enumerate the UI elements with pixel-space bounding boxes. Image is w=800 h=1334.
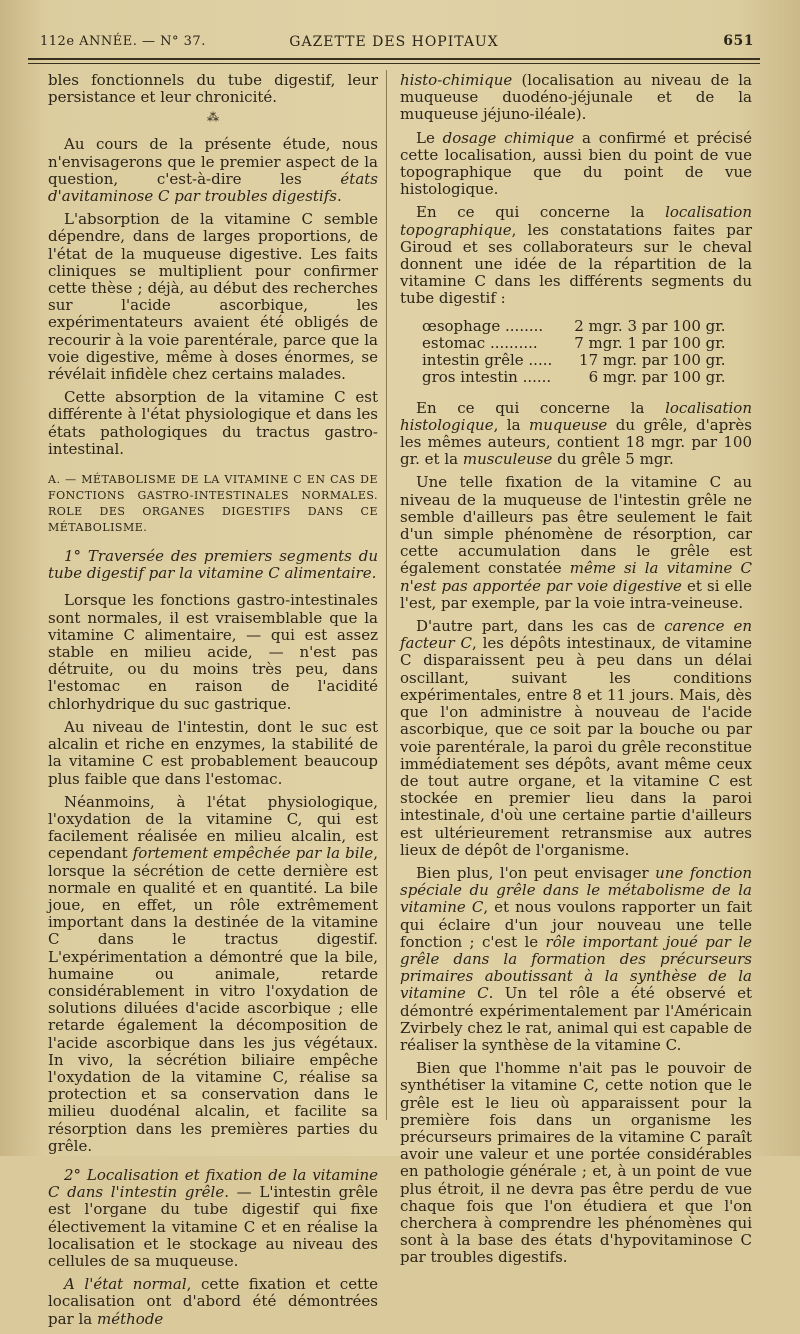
subheading-2: 2° Localisation et fixation de la vitamine C dans l'intestin grêle. (48, 1165, 378, 1202)
header-rule-thin (28, 63, 760, 64)
left-column (48, 72, 378, 1334)
paragraph: Une telle fixation de la vitamine C au niveau de la muqueuse de l'intestin grêle ne semble d'ailleurs pas être seulement le fait d'un simple phénomène de résorption, car cette accumulation dans le grêle est également constatée même si la vitamine C n'est pas apportée par voie digestive et si elle l'est, par exemple, par la voie intra-veineuse. (400, 473, 752, 612)
table-row: œsophage ........ 2 mgr. 3 par 100 gr. (422, 316, 726, 335)
paragraph: Lorsque les fonctions gastro-intestinales sont normales, il est vraisemblable que la vitamine C alimentaire, — qui est assez stable en milieu acide, — n'est pas détruite, ou du moins très peu, dans l'estomac en raison de l'acidité chlorhydrique du suc gastrique. (48, 591, 378, 713)
paragraph: Bien plus, l'on peut envisager une fonction spéciale du grêle dans le métabolisme de la vitamine C, et nous voulons rapporter un fait qui éclaire d'un jour nouveau une telle fonction ; c'est le rôle important joué par le grêle dans la formation des précurseurs primaires aboutissant à la synthèse de la vitamine C. Un tel rôle a été observé et démontré expérimentalement par l'Américain Zvirbely chez le rat, animal qui est capable de réaliser la synthèse de la vitamine C. (400, 863, 753, 1054)
paragraph: En ce qui concerne la localisation histologique, la muqueuse du grêle, d'après les mêmes auteurs, contient 18 mgr. par 100 gr. et la musculeuse du grêle 5 mgr. (400, 398, 752, 469)
paragraph: Bien que l'homme n'ait pas le pouvoir de synthétiser la vitamine C, cette notion que le grêle est le lieu où apparaissent pour la première fois dans un organisme les précurseurs primaires de la vitamine C paraît avoir une valeur et une portée considérables en pathologie générale ; et, à un point de vue plus étroit, il ne devra pas être perdu de vue chaque fois que l'on étudiera et que l'on cherchera à comprendre les phénomènes qui sont à la base des états d'hypovitaminose C par troubles digestifs. (400, 1059, 752, 1267)
paragraph: Néanmoins, à l'état physiologique, l'oxydation de la vitamine C, qui est facilement réalisée en milieu alcalin, est cependant fortement empêchée par la bile, lorsque la sécrétion de cette dernière est normale en qualité et en quantité. La bile joue, en effet, un rôle extrêmement important dans la destinée de la vitamine C dans le tractus digestif. L'expérimentation a démontré que la bile, humaine ou animale, retarde considérablement in vitro l'oxydation de solutions diluées d'acide ascorbique ; elle retarde également la décomposition de l'acide ascorbique dans les jus végétaux. In vivo, la sécrétion biliaire empêche l'oxydation de la vitamine C, réalise sa protection et sa conservation dans le milieu duodénal alcalin, et facilite sa résorption dans les premières parties du grêle. (48, 792, 379, 1155)
paragraph: histo-chimique (localisation au niveau de la muqueuse duodéno-jéjunale et de la muqueuse jéjuno-iléale). (400, 71, 752, 124)
subheading-1: 1° Traversée des premiers segments du tube digestif par la vitamine C alimentaire. (48, 547, 378, 583)
paragraph: En ce qui concerne la localisation topographique, les constatations faites par Giroud et ses collaborateurs sur le cheval donnent une idée de la répartition de la vitamine C dans les différents segments du tube digestif : (400, 203, 752, 308)
paragraph: A l'état normal, cette fixation et cette localisation ont d'abord été démontrées par la méthode (48, 1275, 379, 1328)
column-divider (386, 70, 387, 1120)
paragraph: Au niveau de l'intestin, dont le suc est alcalin et riche en enzymes, la stabilité de la vitamine C est probablement beaucoup plus faible que dans l'estomac. (48, 717, 378, 788)
paragraph: L'absorption de la vitamine C semble dépendre, dans de larges proportions, de l'état de la muqueuse digestive. Les faits cliniques se multiplient pour confirmer cette thèse ; déjà, au début des recherches sur l'acide ascorbique, les expérimentateurs avaient été obligés de recourir à la voie parentérale, parce que la voie digestive, même à doses énormes, se révélait infidèle chez certains malades. (48, 210, 378, 384)
paragraph: Le dosage chimique a confirmé et précisé cette localisation, aussi bien du point de vue topographique que du point de vue histologique. (400, 128, 752, 199)
paragraph: D'autre part, dans les cas de carence en facteur C, les dépôts intestinaux, de vitamine C disparaissent peu à peu dans un délai oscillant, suivant les conditions expérimentales, entre 8 et 11 jours. Mais, dès que l'on administre à nouveau de l'acide ascorbique, que ce soit par la bouche ou par voie parentérale, la paroi du grêle reconstitue immédiatement ses dépôts, avant même ceux de tout autre organe, et la vitamine C est stockée en premier lieu dans la paroi intestinale, d'où une certaine partie d'ailleurs est ultérieurement retransmise aux autres lieux de dépôt de l'organisme. (400, 617, 752, 859)
paragraph: Cette absorption de la vitamine C est différente à l'état physiologique et dans les états pathologiques du tractus gastro-intestinal. (48, 388, 378, 458)
right-column (400, 72, 752, 1273)
page-number: 651 (723, 33, 754, 49)
paragraph: Au cours de la présente étude, nous n'envisagerons que le premier aspect de la question, c'est-à-dire les états d'avitaminose C par troubles digestifs. (48, 135, 378, 206)
table-row: intestin grêle ..... 17 mgr. par 100 gr. (422, 350, 726, 369)
table-row: estomac .......... 7 mgr. 1 par 100 gr. (422, 333, 726, 352)
issue-number: 112e ANNÉE. — N° 37. (40, 34, 206, 49)
page-header (28, 30, 760, 52)
header-rule-thick (28, 58, 760, 60)
section-heading-a: A. — MÉTABOLISME DE LA VITAMINE C EN CAS DE FONCTIONS GASTRO-INTESTINALES NORMALES. ROLE DES ORGANES DIGESTIFS DANS CE MÉTABOLISME. (48, 473, 378, 535)
table-row: gros intestin ...... 6 mgr. par 100 gr. (422, 367, 726, 386)
vitamin-distribution-table (418, 318, 730, 386)
section-stars: ⁂ (207, 110, 219, 125)
paragraph: bles fonctionnels du tube digestif, leur persistance et leur chronicité. (48, 71, 378, 107)
paragraph: 2° Localisation et fixation de la vitamine C dans l'intestin grêle. — L'intestin grêle est l'organe du tube digestif qui fixe électivement la vitamine C et en réalise la localisation et le stockage au niveau des cellules de sa muqueuse. (48, 1165, 379, 1270)
journal-title: GAZETTE DES HOPITAUX (289, 34, 499, 50)
